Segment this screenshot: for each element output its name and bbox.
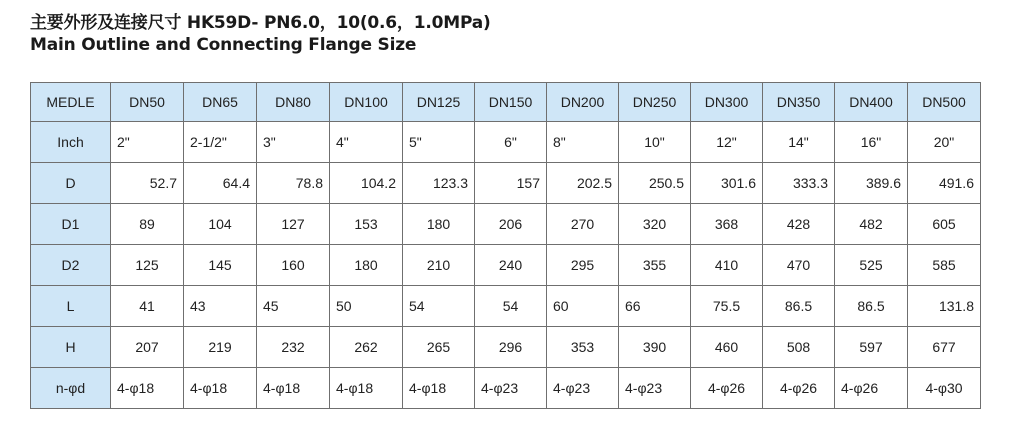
table-cell: 482 xyxy=(835,204,908,245)
table-cell: 368 xyxy=(691,204,763,245)
table-cell: 4-φ26 xyxy=(763,368,835,409)
table-cell: 16" xyxy=(835,122,908,163)
table-cell: 2" xyxy=(111,122,184,163)
table-cell: 410 xyxy=(691,245,763,286)
title-block xyxy=(30,12,491,56)
table-cell: 4-φ23 xyxy=(547,368,619,409)
table-cell: 4-φ23 xyxy=(619,368,691,409)
header-label-cell: MEDLE xyxy=(31,83,111,122)
column-header: DN350 xyxy=(763,83,835,122)
table-row-l xyxy=(31,286,981,327)
column-header: DN500 xyxy=(908,83,981,122)
table-cell: 262 xyxy=(330,327,403,368)
column-header: DN400 xyxy=(835,83,908,122)
table-cell: 2-1/2" xyxy=(184,122,257,163)
table-cell: 14" xyxy=(763,122,835,163)
table-cell: 86.5 xyxy=(763,286,835,327)
row-label: n-φd xyxy=(31,368,111,409)
table-cell: 54 xyxy=(403,286,475,327)
table-cell: 45 xyxy=(257,286,330,327)
table-cell: 125 xyxy=(111,245,184,286)
table-cell: 390 xyxy=(619,327,691,368)
table-cell: 10" xyxy=(619,122,691,163)
table-row-inch xyxy=(31,122,981,163)
table-cell: 677 xyxy=(908,327,981,368)
row-label: D xyxy=(31,163,111,204)
table-cell: 265 xyxy=(403,327,475,368)
table-cell: 86.5 xyxy=(835,286,908,327)
table-cell: 525 xyxy=(835,245,908,286)
title-chinese: 主要外形及连接尺寸 HK59D- PN6.0，10(0.6，1.0MPa) xyxy=(30,13,491,33)
table-cell: 508 xyxy=(763,327,835,368)
table-cell: 20" xyxy=(908,122,981,163)
column-header: DN150 xyxy=(475,83,547,122)
table-header-row xyxy=(31,83,981,122)
flange-size-table xyxy=(30,82,981,409)
row-label: Inch xyxy=(31,122,111,163)
table-cell: 207 xyxy=(111,327,184,368)
table-cell: 145 xyxy=(184,245,257,286)
table-cell: 123.3 xyxy=(403,163,475,204)
table-cell: 355 xyxy=(619,245,691,286)
table-cell: 219 xyxy=(184,327,257,368)
table-cell: 127 xyxy=(257,204,330,245)
table-cell: 295 xyxy=(547,245,619,286)
table-cell: 232 xyxy=(257,327,330,368)
table-cell: 597 xyxy=(835,327,908,368)
table-cell: 12" xyxy=(691,122,763,163)
row-label: H xyxy=(31,327,111,368)
table-cell: 206 xyxy=(475,204,547,245)
table-cell: 470 xyxy=(763,245,835,286)
table-cell: 131.8 xyxy=(908,286,981,327)
table-cell: 4-φ23 xyxy=(475,368,547,409)
column-header: DN65 xyxy=(184,83,257,122)
table-cell: 66 xyxy=(619,286,691,327)
row-label: L xyxy=(31,286,111,327)
table-cell: 180 xyxy=(330,245,403,286)
table-cell: 353 xyxy=(547,327,619,368)
table-cell: 104 xyxy=(184,204,257,245)
table-cell: 4-φ30 xyxy=(908,368,981,409)
table-cell: 5" xyxy=(403,122,475,163)
table-cell: 210 xyxy=(403,245,475,286)
column-header: DN200 xyxy=(547,83,619,122)
table-row-d xyxy=(31,163,981,204)
table-cell: 52.7 xyxy=(111,163,184,204)
table-cell: 50 xyxy=(330,286,403,327)
table-cell: 320 xyxy=(619,204,691,245)
table-cell: 4-φ26 xyxy=(691,368,763,409)
table-cell: 4-φ18 xyxy=(330,368,403,409)
table-cell: 4-φ18 xyxy=(184,368,257,409)
table-row-d1 xyxy=(31,204,981,245)
table-cell: 585 xyxy=(908,245,981,286)
table-row-d2 xyxy=(31,245,981,286)
table-cell: 4-φ18 xyxy=(111,368,184,409)
table-cell: 3" xyxy=(257,122,330,163)
table-cell: 160 xyxy=(257,245,330,286)
table-cell: 54 xyxy=(475,286,547,327)
table-cell: 4" xyxy=(330,122,403,163)
row-label: D1 xyxy=(31,204,111,245)
table-cell: 75.5 xyxy=(691,286,763,327)
table-cell: 240 xyxy=(475,245,547,286)
column-header: DN80 xyxy=(257,83,330,122)
table-cell: 41 xyxy=(111,286,184,327)
table-cell: 605 xyxy=(908,204,981,245)
column-header: DN125 xyxy=(403,83,475,122)
title-english: Main Outline and Connecting Flange Size xyxy=(30,35,417,55)
table-cell: 60 xyxy=(547,286,619,327)
table-row-n-phid xyxy=(31,368,981,409)
table-cell: 4-φ26 xyxy=(835,368,908,409)
table-cell: 157 xyxy=(475,163,547,204)
table-cell: 153 xyxy=(330,204,403,245)
table-cell: 6" xyxy=(475,122,547,163)
table-cell: 8" xyxy=(547,122,619,163)
table-cell: 389.6 xyxy=(835,163,908,204)
table-cell: 64.4 xyxy=(184,163,257,204)
table-cell: 202.5 xyxy=(547,163,619,204)
table-cell: 296 xyxy=(475,327,547,368)
table-row-h xyxy=(31,327,981,368)
table-cell: 333.3 xyxy=(763,163,835,204)
table-cell: 104.2 xyxy=(330,163,403,204)
table-cell: 301.6 xyxy=(691,163,763,204)
table-cell: 428 xyxy=(763,204,835,245)
table-cell: 89 xyxy=(111,204,184,245)
column-header: DN100 xyxy=(330,83,403,122)
table-cell: 270 xyxy=(547,204,619,245)
column-header: DN50 xyxy=(111,83,184,122)
row-label: D2 xyxy=(31,245,111,286)
table-cell: 180 xyxy=(403,204,475,245)
table-cell: 460 xyxy=(691,327,763,368)
column-header: DN300 xyxy=(691,83,763,122)
table-cell: 491.6 xyxy=(908,163,981,204)
table-cell: 78.8 xyxy=(257,163,330,204)
table-cell: 4-φ18 xyxy=(257,368,330,409)
column-header: DN250 xyxy=(619,83,691,122)
table-cell: 4-φ18 xyxy=(403,368,475,409)
table-cell: 43 xyxy=(184,286,257,327)
table-cell: 250.5 xyxy=(619,163,691,204)
